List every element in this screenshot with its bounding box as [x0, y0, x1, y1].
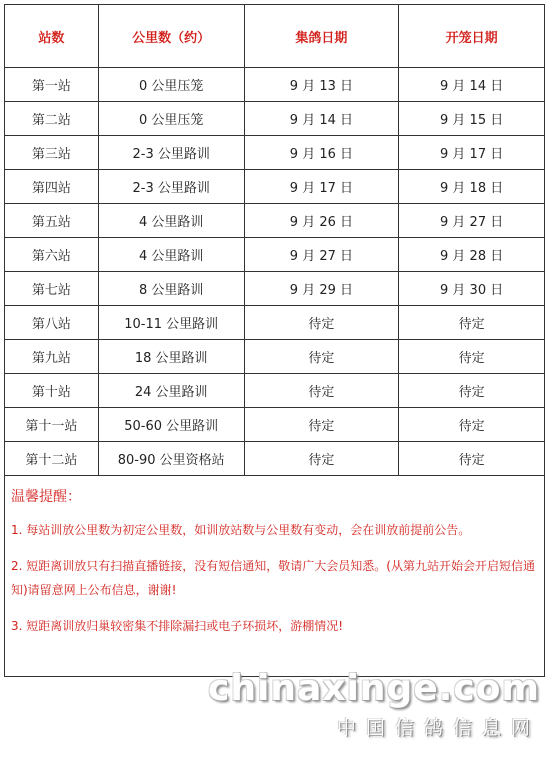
distance-cell: 2-3 公里路训: [98, 136, 244, 170]
table-row: [5, 136, 545, 170]
table-row: [5, 374, 545, 408]
watermark-domain: chinaxinge.com: [208, 668, 540, 709]
schedule-sheet: [4, 4, 545, 677]
distance-cell: 0 公里压笼: [98, 68, 244, 102]
note-item-3: 3. 短距离训放归巢较密集不排除漏扫或电子环损坏，游棚情况!: [11, 619, 344, 633]
collect-date-cell: 9 月 29 日: [244, 272, 399, 306]
collect-date-cell: 9 月 17 日: [244, 170, 399, 204]
table-row: [5, 238, 545, 272]
station-cell: 第一站: [5, 68, 99, 102]
collect-date-cell: 9 月 16 日: [244, 136, 399, 170]
header-distance: 公里数（约）: [98, 5, 244, 68]
station-cell: 第三站: [5, 136, 99, 170]
station-cell: 第六站: [5, 238, 99, 272]
notes-title: 温馨提醒：: [11, 489, 81, 505]
release-date-cell: 9 月 30 日: [399, 272, 545, 306]
distance-cell: 4 公里路训: [98, 238, 244, 272]
release-date-cell: 9 月 27 日: [399, 204, 545, 238]
header-release-date: 开笼日期: [399, 5, 545, 68]
release-date-cell: 待定: [399, 408, 545, 442]
collect-date-cell: 9 月 14 日: [244, 102, 399, 136]
distance-cell: 18 公里路训: [98, 340, 244, 374]
release-date-cell: 9 月 18 日: [399, 170, 545, 204]
collect-date-cell: 待定: [244, 374, 399, 408]
distance-cell: 0 公里压笼: [98, 102, 244, 136]
table-row: [5, 68, 545, 102]
table-row: [5, 272, 545, 306]
table-row: [5, 442, 545, 476]
table-row: [5, 204, 545, 238]
collect-date-cell: 待定: [244, 408, 399, 442]
table-header-row: [5, 5, 545, 68]
collect-date-cell: 待定: [244, 442, 399, 476]
collect-date-cell: 9 月 26 日: [244, 204, 399, 238]
station-cell: 第五站: [5, 204, 99, 238]
header-collect-date: 集鸽日期: [244, 5, 399, 68]
station-cell: 第九站: [5, 340, 99, 374]
station-cell: 第二站: [5, 102, 99, 136]
distance-cell: 50-60 公里路训: [98, 408, 244, 442]
note-item-1: 1. 每站训放公里数为初定公里数，如训放站数与公里数有变动，会在训放前提前公告。: [11, 523, 471, 537]
watermark-site-name: 中国信鸽信息网: [336, 717, 540, 739]
distance-cell: 80-90 公里资格站: [98, 442, 244, 476]
header-station: 站数: [5, 5, 99, 68]
release-date-cell: 待定: [399, 340, 545, 374]
station-cell: 第八站: [5, 306, 99, 340]
collect-date-cell: 待定: [244, 306, 399, 340]
release-date-cell: 待定: [399, 306, 545, 340]
note-item-2: 2. 短距离训放只有扫描直播链接，没有短信通知，敬请广大会员知悉。(从第九站开始会开启短信通知)请留意网上公布信息，谢谢!: [11, 559, 535, 597]
release-date-cell: 待定: [399, 442, 545, 476]
distance-cell: 10-11 公里路训: [98, 306, 244, 340]
distance-cell: 4 公里路训: [98, 204, 244, 238]
distance-cell: 8 公里路训: [98, 272, 244, 306]
table-row: [5, 340, 545, 374]
release-date-cell: 9 月 28 日: [399, 238, 545, 272]
table-row: [5, 408, 545, 442]
release-date-cell: 9 月 17 日: [399, 136, 545, 170]
schedule-table: [4, 4, 545, 476]
watermark: [208, 668, 540, 740]
distance-cell: 24 公里路训: [98, 374, 244, 408]
release-date-cell: 待定: [399, 374, 545, 408]
collect-date-cell: 待定: [244, 340, 399, 374]
release-date-cell: 9 月 15 日: [399, 102, 545, 136]
table-row: [5, 102, 545, 136]
collect-date-cell: 9 月 27 日: [244, 238, 399, 272]
collect-date-cell: 9 月 13 日: [244, 68, 399, 102]
station-cell: 第七站: [5, 272, 99, 306]
station-cell: 第十二站: [5, 442, 99, 476]
station-cell: 第十一站: [5, 408, 99, 442]
table-row: [5, 306, 545, 340]
release-date-cell: 9 月 14 日: [399, 68, 545, 102]
distance-cell: 2-3 公里路训: [98, 170, 244, 204]
station-cell: 第四站: [5, 170, 99, 204]
station-cell: 第十站: [5, 374, 99, 408]
table-row: [5, 170, 545, 204]
